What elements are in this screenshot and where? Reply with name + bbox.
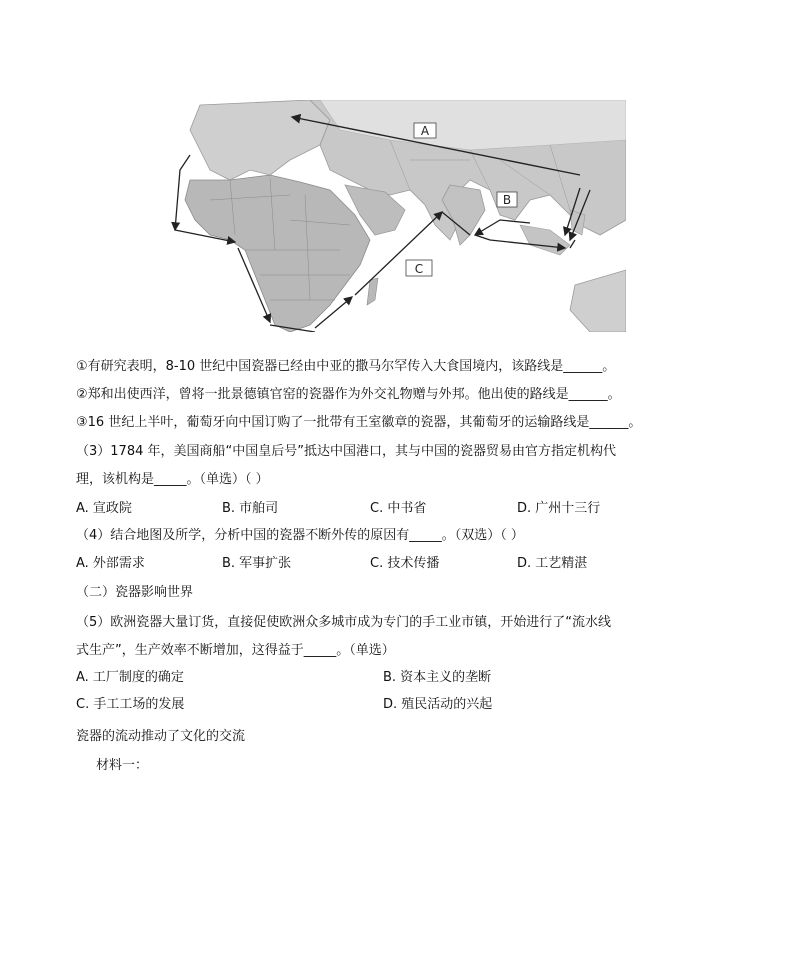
section-2-title: （二）瓷器影响世界 (76, 585, 194, 600)
q5-option-d: D. 殖民活动的兴起 (383, 697, 493, 712)
question-sub2: ②郑和出使西洋，曾将一批景德镇官窑的瓷器作为外交礼物赠与外邦。他出使的路线是______。 (76, 387, 621, 402)
question-3-line2: 理，该机构是_____。（单选）（ ） (76, 472, 269, 487)
q3-option-a: A. 宣政院 (76, 501, 132, 516)
q5-option-b: B. 资本主义的垄断 (383, 670, 492, 685)
question-3-line1: （3）1784 年，美国商船“中国皇后号”抵达中国港口，其与中国的瓷器贸易由官方指定机构代 (76, 444, 616, 459)
trade-route-map (170, 100, 626, 332)
culture-exchange-heading: 瓷器的流动推动了文化的交流 (76, 729, 246, 744)
route-a-label: A (420, 124, 430, 138)
route-c-label: C (414, 262, 424, 276)
q4-option-d: D. 工艺精湛 (517, 556, 588, 571)
q4-option-a: A. 外部需求 (76, 556, 145, 571)
question-sub3: ③16 世纪上半叶，葡萄牙向中国订购了一批带有王室徽章的瓷器，其葡萄牙的运输路线是______。 (76, 415, 642, 430)
q3-option-d: D. 广州十三行 (517, 501, 601, 516)
q3-option-b: B. 市舶司 (222, 501, 279, 516)
q5-option-c: C. 手工工场的发展 (76, 697, 185, 712)
question-4-line: （4）结合地图及所学，分析中国的瓷器不断外传的原因有_____。（双选）（ ） (76, 528, 524, 543)
question-5-line1: （5）欧洲瓷器大量订货，直接促使欧洲众多城市成为专门的手工业市镇，开始进行了“流水线 (76, 615, 612, 630)
q4-option-b: B. 军事扩张 (222, 556, 292, 571)
route-b-label: B (502, 193, 512, 207)
q4-option-c: C. 技术传播 (370, 556, 440, 571)
question-5-line2: 式生产”，生产效率不断增加，这得益于_____。（单选） (76, 643, 395, 658)
q5-option-a: A. 工厂制度的确定 (76, 670, 184, 685)
q3-option-c: C. 中书省 (370, 501, 427, 516)
question-sub1: ①有研究表明，8-10 世纪中国瓷器已经由中亚的撒马尔罕传入大食国境内，该路线是______。 (76, 359, 616, 374)
material-one-label: 材料一： (96, 758, 149, 773)
